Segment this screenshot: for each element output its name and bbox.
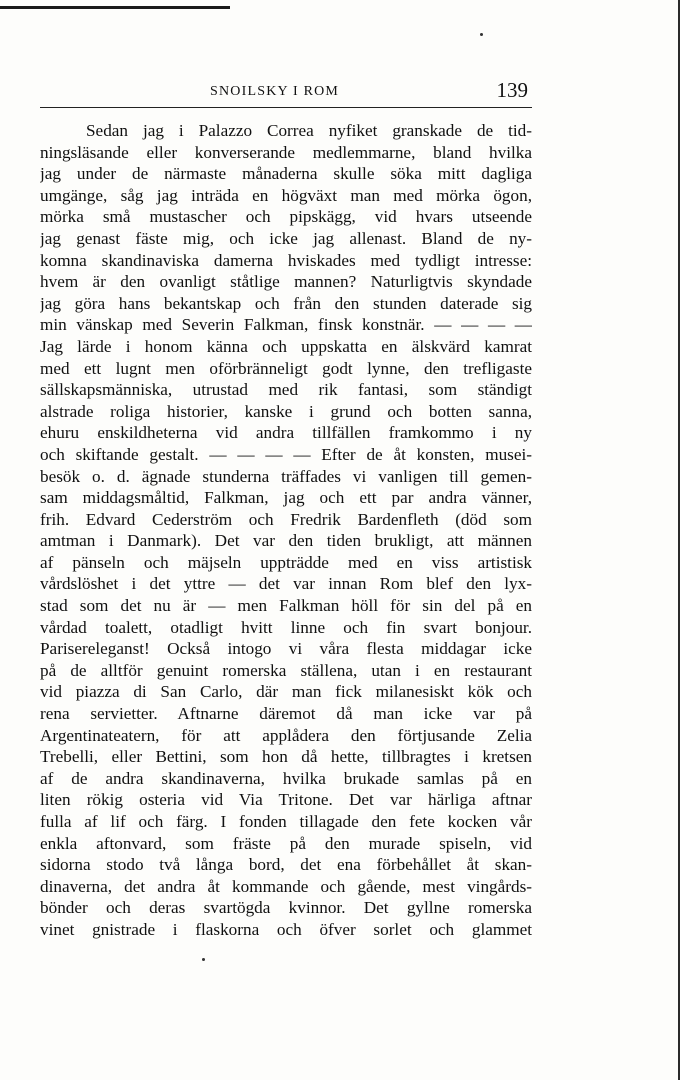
text-line: enkla aftonvard, som fräste på den murade spiseln, vid: [40, 833, 532, 853]
text-line: Sedan jag i Palazzo Correa nyfiket granskade de tid-: [86, 121, 532, 140]
text-line: Jag lärde i honom känna och uppskatta en älskvärd kamrat: [40, 336, 532, 356]
text-line: jag under de närmaste månaderna skulle söka mitt dagliga: [40, 164, 532, 184]
text-line: Parisereleganst! Också intogo vi våra flesta middagar icke: [40, 639, 532, 659]
text-line: sidorna stodo två långa bord, det ena förbehållet åt skan-: [40, 855, 532, 875]
text-line: af pänseln och mäjseln uppträdde med en viss artistisk: [40, 552, 532, 572]
text-line: dinaverna, det andra åt kommande och gående, mest vingårds-: [40, 876, 532, 896]
text-line: jag göra hans bekantskap och från den stunden daterade sig: [40, 293, 532, 313]
text-line: besök o. d. ägnade stunderna träffades vi vanligen till gemen-: [40, 466, 532, 486]
text-line: hvem är den ovanligt ståtlige mannen? Naturligtvis skyndade: [40, 272, 532, 292]
header-rule: [40, 107, 532, 108]
text-line: sam middagsmåltid, Falkman, jag och ett par andra vänner,: [40, 488, 532, 508]
text-line: vid piazza di San Carlo, där man fick milanesiskt kök och: [40, 682, 532, 702]
text-line: med ett lugnt men oförbränneligt godt lynne, den trefligaste: [40, 358, 532, 378]
text-line: ehuru enskildheterna vid andra tillfällen framkommo i ny: [40, 423, 532, 443]
text-line: af de andra skandinaverna, hvilka brukade samlas på en: [40, 768, 532, 788]
text-line: sällskapsmänniska, utrustad med rik fantasi, som ständigt: [40, 380, 532, 400]
page-header: [40, 80, 532, 108]
text-line: umgänge, såg jag inträda en högväxt man med mörka ögon,: [40, 185, 532, 205]
text-line: Argentinateatern, för att applådera den förtjusande Zelia: [40, 725, 532, 745]
running-title: SNOILSKY I ROM: [210, 84, 340, 99]
scan-speck: [480, 33, 483, 36]
text-line: ningsläsande eller konverserande medlemmarne, bland hvilka: [40, 142, 532, 162]
text-line: amtman i Danmark). Det var den tiden brukligt, att männen: [40, 531, 532, 551]
text-line: min vänskap med Severin Falkman, finsk konstnär. — — — —: [40, 315, 532, 335]
scan-speck: [202, 958, 205, 961]
text-line: frih. Edvard Cederström och Fredrik Bardenfleth (död som: [40, 509, 532, 529]
text-line: vinet gnistrade i flaskorna och öfver sorlet och glammet: [40, 919, 532, 939]
text-line: stad som det nu är — men Falkman höll för sin del på en: [40, 596, 532, 616]
scan-top-rule: [0, 6, 230, 9]
page-number: 139: [496, 78, 528, 102]
text-line: liten rökig osteria vid Via Tritone. Det var härliga aftnar: [40, 790, 532, 810]
text-line: komna skandinaviska damerna hviskades med tydligt intresse:: [40, 250, 532, 270]
text-line: bönder och deras svartögda kvinnor. Det gyllne romerska: [40, 898, 532, 918]
text-line: på de alltför genuint romerska ställena, utan i en restaurant: [40, 660, 532, 680]
text-line: fulla af lif och färg. I fonden tillagade den fete kocken vår: [40, 812, 532, 831]
text-line: rena servietter. Aftnarne däremot då man icke var på: [40, 704, 532, 724]
text-line: Trebelli, eller Bettini, som hon då hette, tillbragtes i kretsen: [40, 747, 532, 767]
text-line: vårdslöshet i det yttre — det var innan Rom blef den lyx-: [40, 574, 532, 594]
text-line: alstrade roliga historier, kanske i grund och botten sanna,: [40, 401, 532, 421]
body-text: [40, 120, 532, 941]
text-line: mörka små mustascher och pipskägg, vid hvars utseende: [40, 207, 532, 227]
text-line: och skiftande gestalt. — — — — Efter de åt konsten, musei-: [40, 444, 532, 464]
text-line: jag genast fäste mig, och icke jag allenast. Bland de ny-: [40, 228, 532, 248]
text-line: vårdad toalett, otadligt hvitt linne och fin svart bonjour.: [40, 617, 532, 637]
